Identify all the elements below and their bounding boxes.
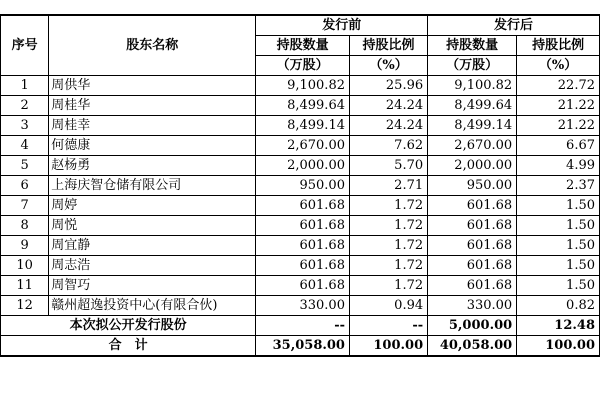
issue-before-qty: --	[256, 316, 350, 336]
row-before-qty: 330.00	[256, 296, 350, 316]
table-row	[1, 156, 600, 176]
row-after-qty: 601.68	[428, 216, 517, 236]
header-before-qty: 持股数量	[256, 36, 350, 56]
row-name: 赵杨勇	[49, 156, 256, 176]
table-row	[1, 116, 600, 136]
row-after-ratio: 21.22	[517, 116, 600, 136]
row-before-qty: 8,499.64	[256, 96, 350, 116]
table-row	[1, 276, 600, 296]
row-after-ratio: 21.22	[517, 96, 600, 116]
row-before-qty: 950.00	[256, 176, 350, 196]
row-seq: 8	[1, 216, 49, 236]
row-before-qty: 601.68	[256, 216, 350, 236]
header-before: 发行前	[256, 15, 428, 36]
row-before-ratio: 1.72	[349, 236, 427, 256]
issue-row	[1, 316, 600, 336]
row-seq: 10	[1, 256, 49, 276]
row-seq: 9	[1, 236, 49, 256]
total-after-ratio: 100.00	[517, 336, 600, 357]
row-before-ratio: 1.72	[349, 216, 427, 236]
row-name: 上海庆智仓储有限公司	[49, 176, 256, 196]
header-after-qty-unit: （万股）	[428, 56, 517, 76]
row-name: 何德康	[49, 136, 256, 156]
row-after-ratio: 0.82	[517, 296, 600, 316]
row-after-qty: 950.00	[428, 176, 517, 196]
header-before-qty-unit: （万股）	[256, 56, 350, 76]
issue-after-ratio: 12.48	[517, 316, 600, 336]
header-before-ratio-unit: （%）	[349, 56, 427, 76]
header-name: 股东名称	[49, 15, 256, 76]
row-after-ratio: 1.50	[517, 256, 600, 276]
row-after-qty: 601.68	[428, 236, 517, 256]
table-row	[1, 96, 600, 116]
table-row	[1, 196, 600, 216]
row-after-ratio: 6.67	[517, 136, 600, 156]
header-after-ratio-unit: （%）	[517, 56, 600, 76]
table-row	[1, 76, 600, 96]
total-label: 合 计	[1, 336, 256, 357]
row-before-ratio: 2.71	[349, 176, 427, 196]
row-after-qty: 601.68	[428, 276, 517, 296]
row-before-qty: 601.68	[256, 196, 350, 216]
shareholding-table	[0, 14, 600, 357]
table-row	[1, 216, 600, 236]
row-seq: 5	[1, 156, 49, 176]
row-before-ratio: 7.62	[349, 136, 427, 156]
table-row	[1, 256, 600, 276]
row-before-qty: 9,100.82	[256, 76, 350, 96]
row-before-ratio: 0.94	[349, 296, 427, 316]
table-row	[1, 296, 600, 316]
row-after-ratio: 1.50	[517, 236, 600, 256]
row-after-ratio: 1.50	[517, 216, 600, 236]
row-before-ratio: 1.72	[349, 196, 427, 216]
row-before-qty: 601.68	[256, 236, 350, 256]
row-before-qty: 601.68	[256, 256, 350, 276]
row-seq: 12	[1, 296, 49, 316]
row-name: 周婷	[49, 196, 256, 216]
row-seq: 11	[1, 276, 49, 296]
row-before-ratio: 25.96	[349, 76, 427, 96]
row-before-qty: 601.68	[256, 276, 350, 296]
table-row	[1, 176, 600, 196]
row-after-qty: 8,499.64	[428, 96, 517, 116]
row-after-qty: 2,670.00	[428, 136, 517, 156]
row-after-ratio: 1.50	[517, 196, 600, 216]
total-before-qty: 35,058.00	[256, 336, 350, 357]
total-after-qty: 40,058.00	[428, 336, 517, 357]
row-name: 赣州超逸投资中心(有限合伙)	[49, 296, 256, 316]
row-name: 周宜静	[49, 236, 256, 256]
row-before-qty: 8,499.14	[256, 116, 350, 136]
row-after-ratio: 4.99	[517, 156, 600, 176]
issue-after-qty: 5,000.00	[428, 316, 517, 336]
row-after-qty: 2,000.00	[428, 156, 517, 176]
table-row	[1, 136, 600, 156]
header-after-ratio: 持股比例	[517, 36, 600, 56]
row-after-qty: 9,100.82	[428, 76, 517, 96]
row-after-qty: 330.00	[428, 296, 517, 316]
row-seq: 4	[1, 136, 49, 156]
row-before-qty: 2,000.00	[256, 156, 350, 176]
row-after-ratio: 22.72	[517, 76, 600, 96]
row-before-ratio: 1.72	[349, 256, 427, 276]
issue-before-ratio: --	[349, 316, 427, 336]
row-before-ratio: 24.24	[349, 96, 427, 116]
total-row	[1, 336, 600, 357]
row-after-ratio: 2.37	[517, 176, 600, 196]
header-after: 发行后	[428, 15, 600, 36]
row-after-qty: 601.68	[428, 196, 517, 216]
row-name: 周智巧	[49, 276, 256, 296]
row-seq: 3	[1, 116, 49, 136]
row-before-ratio: 1.72	[349, 276, 427, 296]
row-seq: 2	[1, 96, 49, 116]
row-before-ratio: 24.24	[349, 116, 427, 136]
row-after-qty: 601.68	[428, 256, 517, 276]
header-after-qty: 持股数量	[428, 36, 517, 56]
row-name: 周桂幸	[49, 116, 256, 136]
total-before-ratio: 100.00	[349, 336, 427, 357]
row-name: 周供华	[49, 76, 256, 96]
header-seq: 序号	[1, 15, 49, 76]
table-row	[1, 236, 600, 256]
row-seq: 7	[1, 196, 49, 216]
row-after-qty: 8,499.14	[428, 116, 517, 136]
header-before-ratio: 持股比例	[349, 36, 427, 56]
row-after-ratio: 1.50	[517, 276, 600, 296]
row-before-qty: 2,670.00	[256, 136, 350, 156]
row-before-ratio: 5.70	[349, 156, 427, 176]
row-name: 周桂华	[49, 96, 256, 116]
row-name: 周志浩	[49, 256, 256, 276]
row-name: 周悦	[49, 216, 256, 236]
issue-label: 本次拟公开发行股份	[1, 316, 256, 336]
row-seq: 6	[1, 176, 49, 196]
row-seq: 1	[1, 76, 49, 96]
